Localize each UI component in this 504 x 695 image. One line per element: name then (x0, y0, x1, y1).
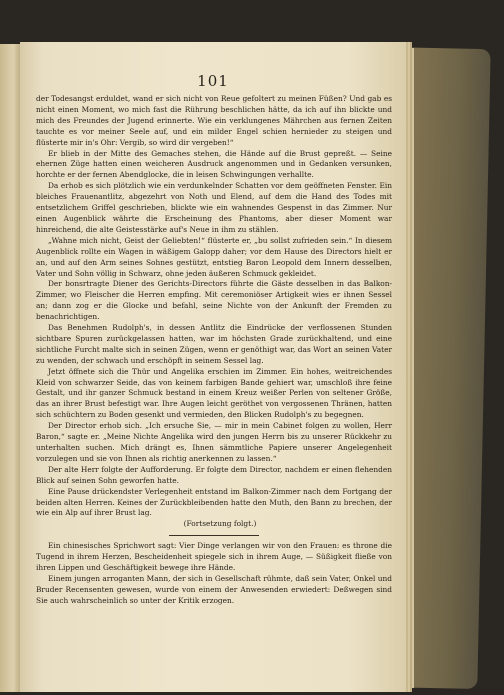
paragraph: der Todesangst erduldet, wand er sich nicht von Reue gefoltert zu meinen Füßen? Und gab es nicht einen Moment, wo mich fast die Rührung beschlichen hätte, da ich auf ihn blickte und mich des Freundes der Jugend erinnerte. Wie ein verklungenes Mährchen aus fernen Zeiten tauchte es vor meiner Seele auf, und ein milder Engel schien hernieder zu steigen und flüsterte mir in's Ohr: Vergib, so wird dir vergeben!“ (36, 94, 392, 147)
paragraph: Das Benehmen Rudolph's, in dessen Antlitz die Eindrücke der verflossenen Stunden sichtbare Spuren zurückgelassen hatten, war im höchsten Grade zurückhaltend, und eine sichtliche Furcht malte sich in seinen Zügen, wenn er genöthigt war, das Wort an seinen Vater zu wenden, der schwach und erschöpft in seinem Sessel lag. (36, 323, 392, 365)
continuation-note: (Fortsetzung folgt.) (183, 519, 257, 529)
section-divider (169, 535, 259, 536)
paragraph: Eine Pause drückendster Verlegenheit entstand im Balkon-Zimmer nach dem Fortgang der beiden alten Herren. Keines der Zurückbleibenden hatte den Muth, den Bann zu brechen, der wie ein Alp auf ihrer Brust lag. (36, 486, 392, 518)
page-number: 101 (197, 72, 229, 90)
chinese-saying-paragraph: Ein chinesisches Sprichwort sagt: Vier Dinge verlangen wir von den Frauen: es throne die Tugend in ihrem Herzen, Bescheidenheit spiegele sich in ihrem Auge, — Süßigkeit fließe von ihren Lippen und Geschäftigkeit bewege ihre Hände. (36, 541, 392, 573)
paragraph: Der bonsrtragte Diener des Gerichts-Directors führte die Gäste desselben in das Balkon-Zimmer, wo Fleischer die Herren empfing. Mit ceremoniöser Artigkeit wies er ihnen Sessel an; dann zog er die Glocke und befahl, seine Nichte von der Ankunft der Fremden zu benachrichtigen. (36, 279, 392, 322)
paragraph: Der alte Herr folgte der Aufforderung. Er folgte dem Director, nachdem er einen flehenden Blick auf seinen Sohn geworfen hatte. (36, 464, 392, 485)
paragraph: „Wahne mich nicht, Geist der Geliebten!“ flüsterte er, „bu sollst zufrieden sein.“ In diesem Augenblick rollte ein Wagen in wäßigem Galopp daher; vor dem Hause des Directors hielt er an, und auf den Arm seines Sohnes gestützt, entstieg Baron Leopold dem Innern desselben, Vater und Sohn völlig in Schwarz, ohne jeden äußeren Schmuck gekleidet. (36, 235, 392, 278)
anecdote-paragraph: Einem jungen arroganten Mann, der sich in Gesellschaft rühmte, daß sein Vater, Onkel und Bruder Recensenten gewesen, wurde von einem der Anwesenden erwiedert: Deßwegen sind Sie auch wahrscheinlich so unter der Kritik erzogen. (36, 573, 392, 605)
left-page-edge (0, 44, 22, 692)
book-page (20, 42, 406, 692)
paragraph: Er blieb in der Mitte des Gemaches stehen, die Hände auf die Brust gepreßt. — Seine ehernen Züge hatten einen weicheren Ausdruck angenommen und in Gedanken versunken, horchte er der fernen Abendglocke, die in leisen Schwingungen verhallte. (36, 148, 392, 180)
paragraph: Jetzt öffnete sich die Thür und Angelika erschien im Zimmer. Ein hohes, weitreichendes Kleid von schwarzer Seide, das von keinem farbigen Bande gehiert war, umschloß ihre feine Gestalt, und ihr ganzer Schmuck bestand in einem Kreuz weißer Perlen von seltener Größe, das an ihrer Brust befestigt war. Ihre Augen leicht geröthet von vergossenen Thränen, hatten sich schüchtern zu Boden gesenkt und vermieden, den Blicken Rudolph's zu begegnen. (36, 366, 392, 420)
paragraph: Da erhob es sich plötzlich wie ein verdunkelnder Schatten vor dem geöffneten Fenster. Ein bleiches Frauenantlitz, abgezehrt von Noth und Elend, auf dem die Hand des Todes mit entsetzlichem Griffel geschrieben, blickte wie ein wahnendes Gespenst in das Zimmer. Nur einen Augenblick währte die Erscheinung des Phantoms, aber dieser Moment war hinreichend, die alte Geistesstärke auf's Neue in ihm zu stählen. (36, 181, 392, 234)
page-text (36, 94, 392, 607)
paragraph: Der Director erhob sich. „Ich ersuche Sie, — mir in mein Cabinet folgen zu wollen, Herr Baron,“ sagte er. „Meine Nichte Angelika wird den jungen Herrn bis zu unserer Rückkehr zu unterhalten suchen. Mich drängt es, Ihnen sämmtliche Papiere unserer Angelegenheit vorzulegen und sie von Ihnen als richtig anerkennen zu lassen.“ (36, 421, 392, 463)
